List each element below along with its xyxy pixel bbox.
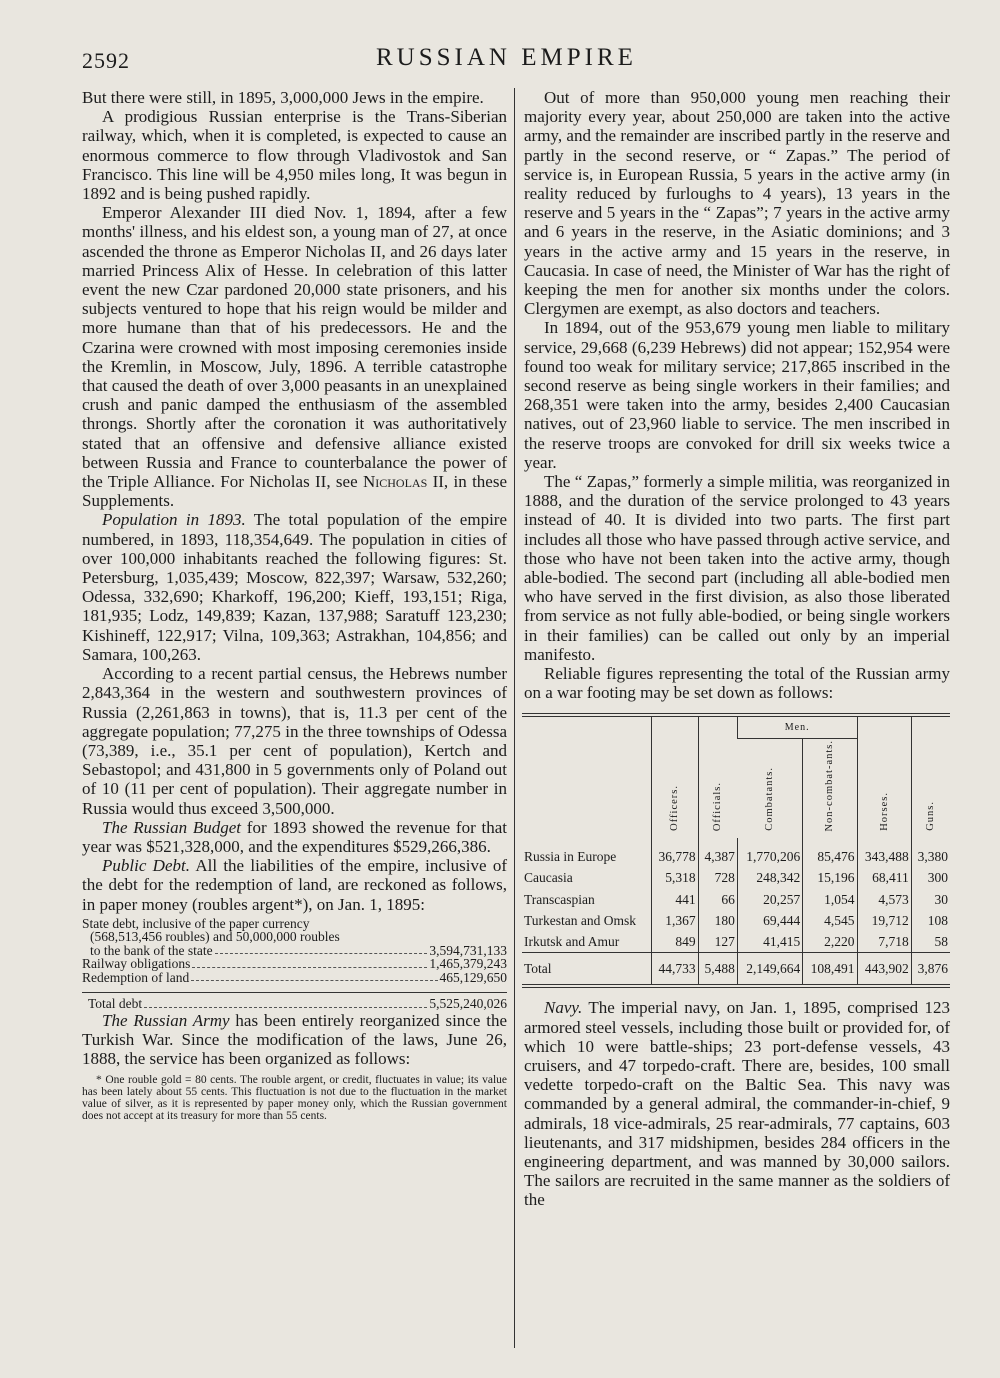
army-heading: The Russian Army [102,1010,230,1030]
cell-officers: 5,318 [651,867,698,888]
row-name: Caucasia [524,870,573,886]
cell-non-combatants: 1,054 [803,889,857,910]
debt-item-label-line: State debt, inclusive of the paper currency [82,915,310,931]
debt-heading: Public Debt. [102,856,190,876]
budget-text: for 1893 showed the revenue for that year was $521,328,000, and the expenditures $529,266,386. [82,817,508,856]
debt-item-amount: 1,465,379,243 [429,956,507,972]
cell-combatants: 2,149,664 [737,953,802,987]
cell-officers: 44,733 [651,953,698,987]
paragraph-navy [524,998,950,1209]
table-corner [522,715,651,839]
emperor-text: Emperor Alexander III died Nov. 1, 1894, after a few months' illness, and his eldest son, a young man of 27, at once ascended the throne as Emperor Nicholas II, and 26 days later married Princess Alix of Hesse. In celebration of this latter event the new Czar pardoned 20,000 state prisoners, and his subjects ventured to hope that his reign would be milder and more humane than that of his predecessors. He and the Czarina were crowned with most imposing ceremonies inside the Kremlin, in Moscow, July, 1896. A terrible catastrophe that caused the death of over 3,000 peasants in an unexplained crush and panic damped the enthusiasm of the assembled throngs. Shortly after the coronation it was authoritatively stated that an offensive and defensive alliance existed between Russia and France to counterbalance the power of the Triple Alliance. For Nicholas II, see [82,203,507,492]
row-name: Turkestan and Omsk [524,912,637,928]
paragraph-population [82,510,507,664]
debt-total-label: Total debt [88,996,143,1012]
debt-list [82,917,507,1011]
cell-non-combatants: 108,491 [803,953,857,987]
cell-non-combatants: 15,196 [803,867,857,888]
leader-dots [191,980,437,981]
paragraph-debt [82,856,507,914]
debt-item-label-line: to the bank of the state [90,942,213,958]
debt-total [82,992,507,1011]
column-header-combatants: Combatants. [764,767,776,832]
cell-horses: 443,902 [857,953,911,987]
paragraph-1894: In 1894, out of the 953,679 young men liable to military service, 29,668 (6,239 Hebrews) did not appear; 152,954 were found too weak for military service; 217,865 inscribed in the second reserve as being single workers in their families; and 268,351 were taken into the army, besides 2,400 Caucasian natives, out of 23,960 liable to service. The men inscribed in the reserve troops are convoked for drill six weeks twice a year. [524,318,950,472]
column-header-horses: Horses. [857,715,911,839]
cell-non-combatants: 2,220 [803,931,857,953]
leader-dots [215,953,428,954]
right-column [524,88,950,1210]
cell-guns: 300 [911,867,950,888]
cell-non-combatants: 4,545 [803,910,857,931]
paragraph-zapas: The “ Zapas,” formerly a simple militia, was reorganized in 1888, and the duration of the service prolonged to 43 years instead of 40. It is divided into two parts. The first part includes all those who have passed through active service, and those who have not been taken into the active army, though able-bodied. The second part (including all able-bodied men who have served in the first division, as also those liberated from service as not fully able-bodied, or being single workers in their families) can be called out only by an imperial manifesto. [524,472,950,664]
debt-item-railway [82,957,507,971]
cell-officers: 849 [651,931,698,953]
debt-text: All the liabilities of the empire, inclusive of the debt for the redemption of land, are reckoned as follows, in paper money (roubles argent*), on Jan. 1, 1895: [82,856,507,914]
cell-combatants: 41,415 [737,931,802,953]
column-header-officers: Officers. [651,715,698,839]
cell-horses: 7,718 [857,931,911,953]
army-table [522,713,950,989]
cell-horses: 68,411 [857,867,911,888]
cell-combatants: 69,444 [737,910,802,931]
navy-text: The imperial navy, on Jan. 1, 1895, comprised 123 armored steel vessels, including those built or provided for, of which 10 were battle-ships; 23 port-defense vessels, 43 cruisers, and 47 torpedo-craft. There are, besides, 100 small vedette torpedo-craft on the Baltic Sea. This navy was commanded by a general admiral, the commander-in-chief, 9 admirals, 18 vice-admirals, 25 rear-admirals, 77 captains, 603 lieutenants, and 317 midshipmen, besides 284 officers in the engineering department, and was manned by 30,000 sailors. The sailors are recruited in the same manner as the soldiers of the [524,998,950,1210]
cell-officials: 5,488 [698,953,737,987]
column-group-men: Men. [737,715,857,739]
paragraph-trans-siberian: A prodigious Russian enterprise is the Trans-Siberian railway, which, when it is completed, is expected to cause an enormous commerce to flow through Vladivostok and San Francisco. This line will be 4,950 miles long, It was begun in 1892 and is being pushed rapidly. [82,107,507,204]
cell-officers: 441 [651,889,698,910]
left-column [82,88,507,1122]
cell-horses: 343,488 [857,846,911,867]
column-header-non-combatants: Non-combat-ants. [803,738,857,838]
debt-item-amount: 3,594,731,133 [429,942,507,958]
paragraph-budget [82,818,507,856]
population-heading: Population in 1893. [102,510,246,530]
column-header-guns: Guns. [911,715,950,839]
column-header-officials: Officials. [698,715,737,839]
army-text: has been entirely reorganized since the Turkish War. Since the modification of the laws, June 26, 1888, the service has been organized as follows: [82,1010,508,1069]
debt-item-amount: 465,129,650 [439,969,507,985]
cell-horses: 19,712 [857,910,911,931]
table-row [522,867,950,888]
paragraph-hebrews: According to a recent partial census, the Hebrews number 2,843,364 in the western and southwestern provinces of Russia (2,261,863 in towns), that is, 11.3 per cent of the aggregate population; 77,275 in the three townships of Odessa (73,389, i.e., 35.1 per cent of population), Kertch and Sebastopol; and 431,800 in 5 governments only of Poland out of 10 (11 per cent of population). Their aggregate number in Russia would thus exceed 3,500,000. [82,664,507,818]
leader-dots [144,1007,427,1008]
cell-guns: 3,380 [911,846,950,867]
paragraph-jews: But there were still, in 1895, 3,000,000 Jews in the empire. [82,88,484,107]
row-name: Russia in Europe [524,849,617,865]
paragraph-service: Out of more than 950,000 young men reaching their majority every year, about 250,000 are taken into the active army, and the remainder are inscribed partly in the reserve and partly in the second reserve, or “ Zapas.” The period of service is, in European Russia, 5 years in the active army (in reality reduced by furloughs to 4 years), 13 years in the reserve and 5 years in the “ Zapas”; 7 years in the active army and 6 years in the reserve, in the Asiatic dominions; and 3 years in the active army and 15 years in the reserve, in Caucasia. In case of need, the Minister of War has the right of keeping the men for another six months under the colors. Clergymen are exempt, as also doctors and teachers. [524,88,950,319]
navy-heading: Navy. [544,998,583,1018]
table-row-total [522,953,950,987]
row-name: Irkutsk and Amur [524,934,620,950]
cell-guns: 3,876 [911,953,950,987]
debt-item-state [82,944,507,958]
nicholas-reference: Nicholas II [362,472,444,492]
cell-combatants: 20,257 [737,889,802,910]
paragraph-army [82,1011,507,1069]
cell-officials: 127 [698,931,737,953]
debt-total-amount: 5,525,240,026 [429,996,507,1012]
cell-horses: 4,573 [857,889,911,910]
debt-item-label: Railway obligations [82,956,191,972]
table-row [522,910,950,931]
cell-officials: 4,387 [698,846,737,867]
cell-non-combatants: 85,476 [803,846,857,867]
cell-officers: 1,367 [651,910,698,931]
row-name: Total [522,953,651,987]
debt-item-redemption [82,971,507,985]
cell-guns: 30 [911,889,950,910]
budget-heading: The Russian Budget [102,817,242,837]
paragraph-army-figures: Reliable figures representing the total of the Russian army on a war footing may be set down as follows: [524,664,950,703]
cell-officials: 180 [698,910,737,931]
cell-officials: 728 [698,867,737,888]
emperor-text-end: , in these Supplements. [82,472,507,511]
footnote: * One rouble gold = 80 cents. The rouble argent, or credit, fluctuates in value; its value has been lately about 55 cents. This fluctuation is not due to the fluctuation in the market value of silver, as it is represented by paper money only, which the Russian government does not accept at its treasury for more than 55 cents. [82,1074,507,1123]
cell-guns: 108 [911,910,950,931]
debt-item-label-line: (568,513,456 roubles) and 50,000,000 roubles [90,929,340,945]
cell-combatants: 1,770,206 [737,846,802,867]
cell-officials: 66 [698,889,737,910]
table-row [522,846,950,867]
cell-officers: 36,778 [651,846,698,867]
page-number: 2592 [82,48,130,73]
debt-item-label: Redemption of land [82,969,190,985]
paragraph-emperor [82,203,507,510]
running-head: RUSSIAN EMPIRE [376,44,637,71]
row-name: Transcaspian [524,891,595,907]
leader-dots [192,967,427,968]
cell-guns: 58 [911,931,950,953]
column-rule [514,88,515,1348]
population-text: The total population of the empire numbered, in 1893, 118,354,649. The population in cities of over 100,000 inhabitants reached the following figures: St. Petersburg, 1,035,439; Moscow, 822,397; Warsaw, 532,260; Odessa, 332,690; Kharkoff, 196,200; Kieff, 193,151; Riga, 181,935; Lodz, 149,839; Kazan, 137,988; Saratuff 123,230; Kishineff, 122,917; Vilna, 109,363; Astrakhan, 104,856; and Samara, 100,263. [82,510,508,664]
table-body [522,838,950,986]
table-row [522,931,950,953]
cell-combatants: 248,342 [737,867,802,888]
table-row [522,889,950,910]
